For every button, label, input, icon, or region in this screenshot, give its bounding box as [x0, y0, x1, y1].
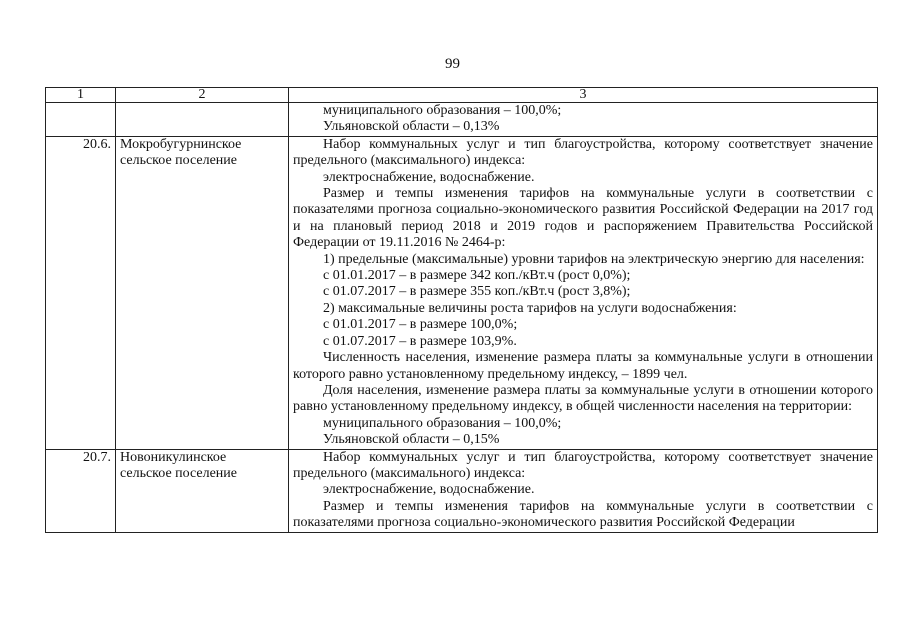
paragraph: Размер и темпы изменения тарифов на коммунальные услуги в соответствии с показателями прогноза социально-экономического развития Российской Федерации	[293, 498, 873, 531]
municipality-name-line: Новоникулинское	[120, 449, 227, 465]
paragraph: Численность населения, изменение размера платы за коммунальные услуги в отношении которого равно установленному предельному индексу, – 1899 чел.	[293, 350, 873, 382]
paragraph: с 01.07.2017 – в размере 103,9%.	[323, 333, 517, 349]
paragraph: муниципального образования – 100,0%;	[323, 415, 562, 431]
paragraph: с 01.01.2017 – в размере 100,0%;	[323, 317, 518, 333]
cell-description	[289, 136, 878, 449]
paragraph: Размер и темпы изменения тарифов на коммунальные услуги в соответствии с показателями прогноза социально-экономического развития Российской Федерации на 2017 год и на плановый период 2018 и 2019 годов и распоряжением Правительства Российской Федерации от 19.11.2016 № 2464-р:	[293, 186, 873, 251]
paragraph: муниципального образования – 100,0%;	[323, 103, 562, 118]
paragraph: 1) предельные (максимальные) уровни тарифов на электрическую энергию для населения:	[323, 251, 865, 267]
paragraph: с 01.07.2017 – в размере 355 коп./кВт.ч (рост 3,8%);	[323, 284, 631, 300]
paragraph: Набор коммунальных услуг и тип благоустройства, которому соответствует значение предельного (максимального) индекса:	[293, 449, 873, 481]
paragraph: Доля населения, изменение размера платы за коммунальные услуги в отношении которого равно установленному предельному индексу, в общей численности населения на территории:	[293, 382, 873, 415]
cell-name	[116, 449, 289, 532]
cell-description	[289, 449, 878, 532]
paragraph: Набор коммунальных услуг и тип благоустройства, которому соответствует значение предельного (максимального) индекса:	[293, 136, 873, 169]
cell-name	[116, 136, 289, 449]
cell-number	[46, 103, 116, 137]
table-header-row	[46, 88, 878, 103]
cell-number: 20.7.	[46, 449, 116, 532]
paragraph: Ульяновской области – 0,13%	[323, 119, 500, 135]
municipality-name-line: сельское поселение	[120, 465, 237, 481]
paragraph: электроснабжение, водоснабжение.	[323, 482, 535, 498]
paragraph: с 01.01.2017 – в размере 342 коп./кВт.ч (рост 0,0%);	[323, 268, 631, 284]
municipality-name-line: Мокробугурнинское	[120, 136, 242, 152]
column-header-1: 1	[46, 88, 116, 103]
paragraph: Ульяновской области – 0,15%	[323, 432, 500, 448]
municipality-name-line: сельское поселение	[120, 153, 237, 169]
table-row-20-7	[46, 449, 878, 532]
cell-description	[289, 103, 878, 137]
cell-name	[116, 103, 289, 137]
paragraph: 2) максимальные величины роста тарифов на услуги водоснабжения:	[323, 300, 737, 316]
page-number: 99	[445, 56, 460, 72]
table-row-20-6	[46, 136, 878, 449]
column-header-3: 3	[289, 88, 878, 103]
table-row-continuation	[46, 103, 878, 137]
cell-number: 20.6.	[46, 136, 116, 449]
column-header-2: 2	[116, 88, 289, 103]
tariff-table	[45, 87, 878, 533]
paragraph: электроснабжение, водоснабжение.	[323, 169, 535, 185]
